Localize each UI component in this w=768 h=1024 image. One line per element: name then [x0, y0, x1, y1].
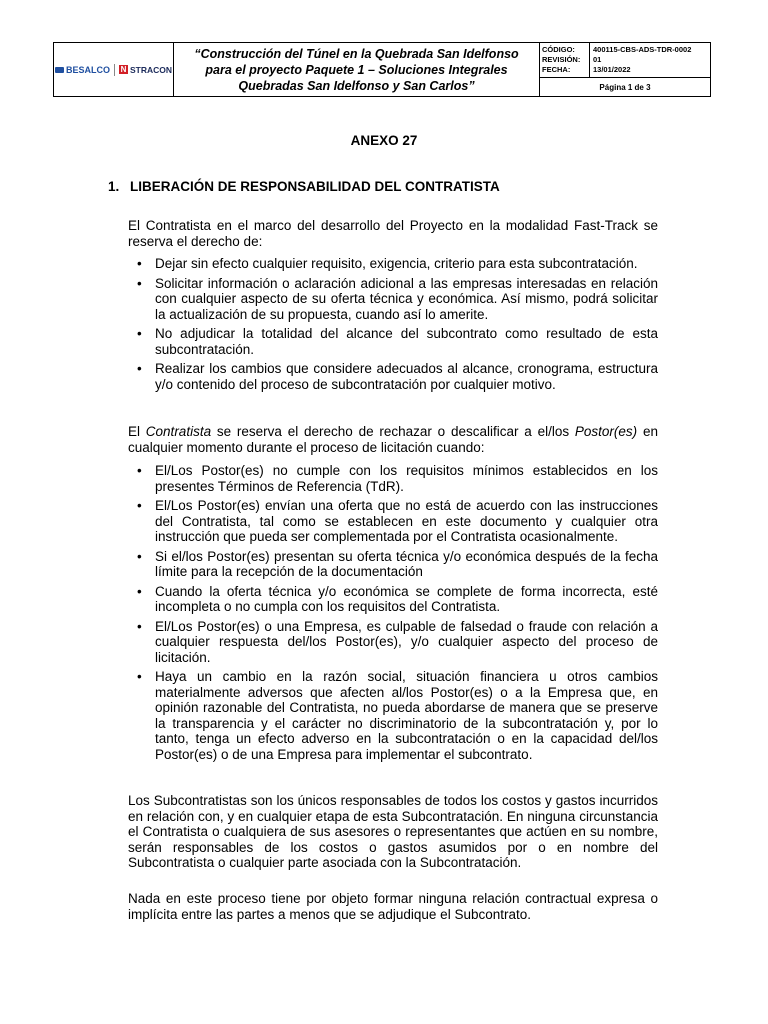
rights-list	[128, 256, 658, 396]
bullet-icon: •	[137, 548, 142, 564]
intro2-text-3: en cualquier momento durante el proceso de licitación cuando:	[128, 424, 658, 455]
list-item-text: El/Los Postor(es) no cumple con los requisitos mínimos establecidos en los presentes Términos de Referencia (TdR).	[155, 463, 658, 494]
date-value: 13/01/2022	[593, 65, 631, 74]
revision-value: 01	[593, 55, 602, 64]
bullet-icon: •	[137, 326, 142, 341]
bullet-icon: •	[137, 498, 142, 513]
list-item-text: Realizar los cambios que considere adecuados al alcance, cronograma, estructura y/o contenido del proceso de subcontratación por cualquier motivo.	[155, 361, 658, 392]
list-item-text: Solicitar información o aclaración adicional a las empresas interesadas en relación con cualquier aspecto de su oferta técnica y económica. Así mismo, podrá solicitar la actualización de su propuesta, cuando así lo amerite.	[155, 275, 658, 322]
list-item-text: No adjudicar la totalidad del alcance del subcontrato como resultado de esta subcontratación.	[155, 326, 658, 357]
bullet-icon: •	[137, 256, 142, 271]
list-item	[128, 326, 658, 357]
section-number: 1.	[108, 179, 120, 194]
company-logos	[54, 43, 174, 96]
code-label: CÓDIGO:	[542, 45, 575, 54]
contract-relation-paragraph: Nada en este proceso tiene por objeto formar ninguna relación contractual expresa o implícita entre las partes a menos que se adjudique el Subcontrato.	[128, 891, 658, 922]
list-item	[128, 498, 658, 545]
list-item-text: El/Los Postor(es) envían una oferta que no está de acuerdo con las instrucciones del Contratista, tal como se establecen en este documento y cualquier otra instrucción que pueda ser complementada por el Contratista ocasionalmente.	[155, 498, 658, 544]
logo-divider	[114, 64, 115, 76]
document-header	[53, 42, 711, 97]
metadata-labels	[540, 43, 590, 77]
list-item-text: El/Los Postor(es) o una Empresa, es culpable de falsedad o fraude con relación a cualquier respuesta del/los Postor(es), y/o cualquier aspecto del proceso de licitación.	[155, 618, 658, 665]
bullet-icon: •	[137, 463, 142, 478]
besalco-mark-icon	[55, 67, 64, 73]
list-item	[128, 276, 658, 323]
intro2-text-1: El	[128, 424, 146, 439]
revision-label: REVISIÓN:	[542, 55, 581, 64]
list-item	[128, 584, 658, 615]
list-item-text: Si el/los Postor(es) presentan su oferta técnica y/o económica después de la fecha límite para la recepción de la documentación	[155, 548, 658, 579]
intro2-text-2: se reserva el derecho de rechazar o descalificar a el/los	[211, 424, 575, 439]
list-item	[128, 669, 658, 762]
stracon-logo	[119, 65, 172, 75]
list-item	[128, 361, 658, 392]
list-item	[128, 549, 658, 580]
responsibility-paragraph: Los Subcontratistas son los únicos responsables de todos los costos y gastos incurridos en relación con, y en cualquier etapa de esta Subcontratación. En ninguna circunstancia el Contratista o cualquiera de sus asesores o representantes que actúen en su nombre, serán responsables de los costos o gastos asumidos por o en nombre del Subcontratista o cualquier parte asociada con la Subcontratación.	[128, 793, 658, 870]
section-heading	[108, 179, 500, 194]
bullet-icon: •	[137, 275, 142, 291]
project-title: “Construcción del Túnel en la Quebrada San Idelfonso para el proyecto Paquete 1 – Soluciones Integrales Quebradas San Idelfonso y San Carlos”	[174, 43, 540, 96]
intro2-postores: Postor(es)	[574, 424, 638, 439]
code-value: 400115-CBS-ADS-TDR-0002	[593, 45, 692, 54]
list-item	[128, 463, 658, 494]
section-title: LIBERACIÓN DE RESPONSABILIDAD DEL CONTRATISTA	[130, 179, 500, 194]
list-item-text: Haya un cambio en la razón social, situación financiera u otros cambios materialmente adversos que afecten al/los Postor(es) o a la Empresa que, en opinión razonable del Contratista, no pueda abordarse de manera que se preserve la transparencia y el carácter no discriminatorio de la subcontratación y, por lo tanto, tenga un efecto adverso en la subcontratación o en la capacidad del/los Postor(es) o de una Empresa para implementar el subcontrato.	[155, 669, 658, 762]
annex-title: ANEXO 27	[350, 133, 418, 148]
list-item-text: Cuando la oferta técnica y/o económica se complete de forma incorrecta, esté incompleta o no cumpla con los requisitos del Contratista.	[155, 583, 658, 614]
rejection-conditions-list	[128, 463, 658, 766]
stracon-mark-icon: N	[120, 65, 127, 74]
intro2-contratista: Contratista	[145, 424, 212, 439]
besalco-logo-text: BESALCO	[65, 64, 110, 75]
intro-paragraph-1: El Contratista en el marco del desarrollo del Proyecto en la modalidad Fast-Track se reserva el derecho de:	[128, 218, 658, 249]
besalco-logo	[55, 65, 110, 75]
stracon-logo-text: STRACON	[129, 64, 173, 75]
page-number: Página 1 de 3	[540, 77, 710, 96]
date-label: FECHA:	[542, 65, 571, 74]
list-item	[128, 619, 658, 666]
bullet-icon: •	[137, 583, 142, 599]
bullet-icon: •	[137, 361, 142, 376]
bullet-icon: •	[137, 618, 142, 634]
intro-paragraph-2	[128, 424, 658, 455]
metadata-values	[590, 43, 710, 77]
list-item	[128, 256, 658, 272]
list-item-text: Dejar sin efecto cualquier requisito, exigencia, criterio para esta subcontratación.	[155, 256, 638, 271]
document-metadata	[540, 43, 710, 96]
bullet-icon: •	[137, 669, 142, 684]
